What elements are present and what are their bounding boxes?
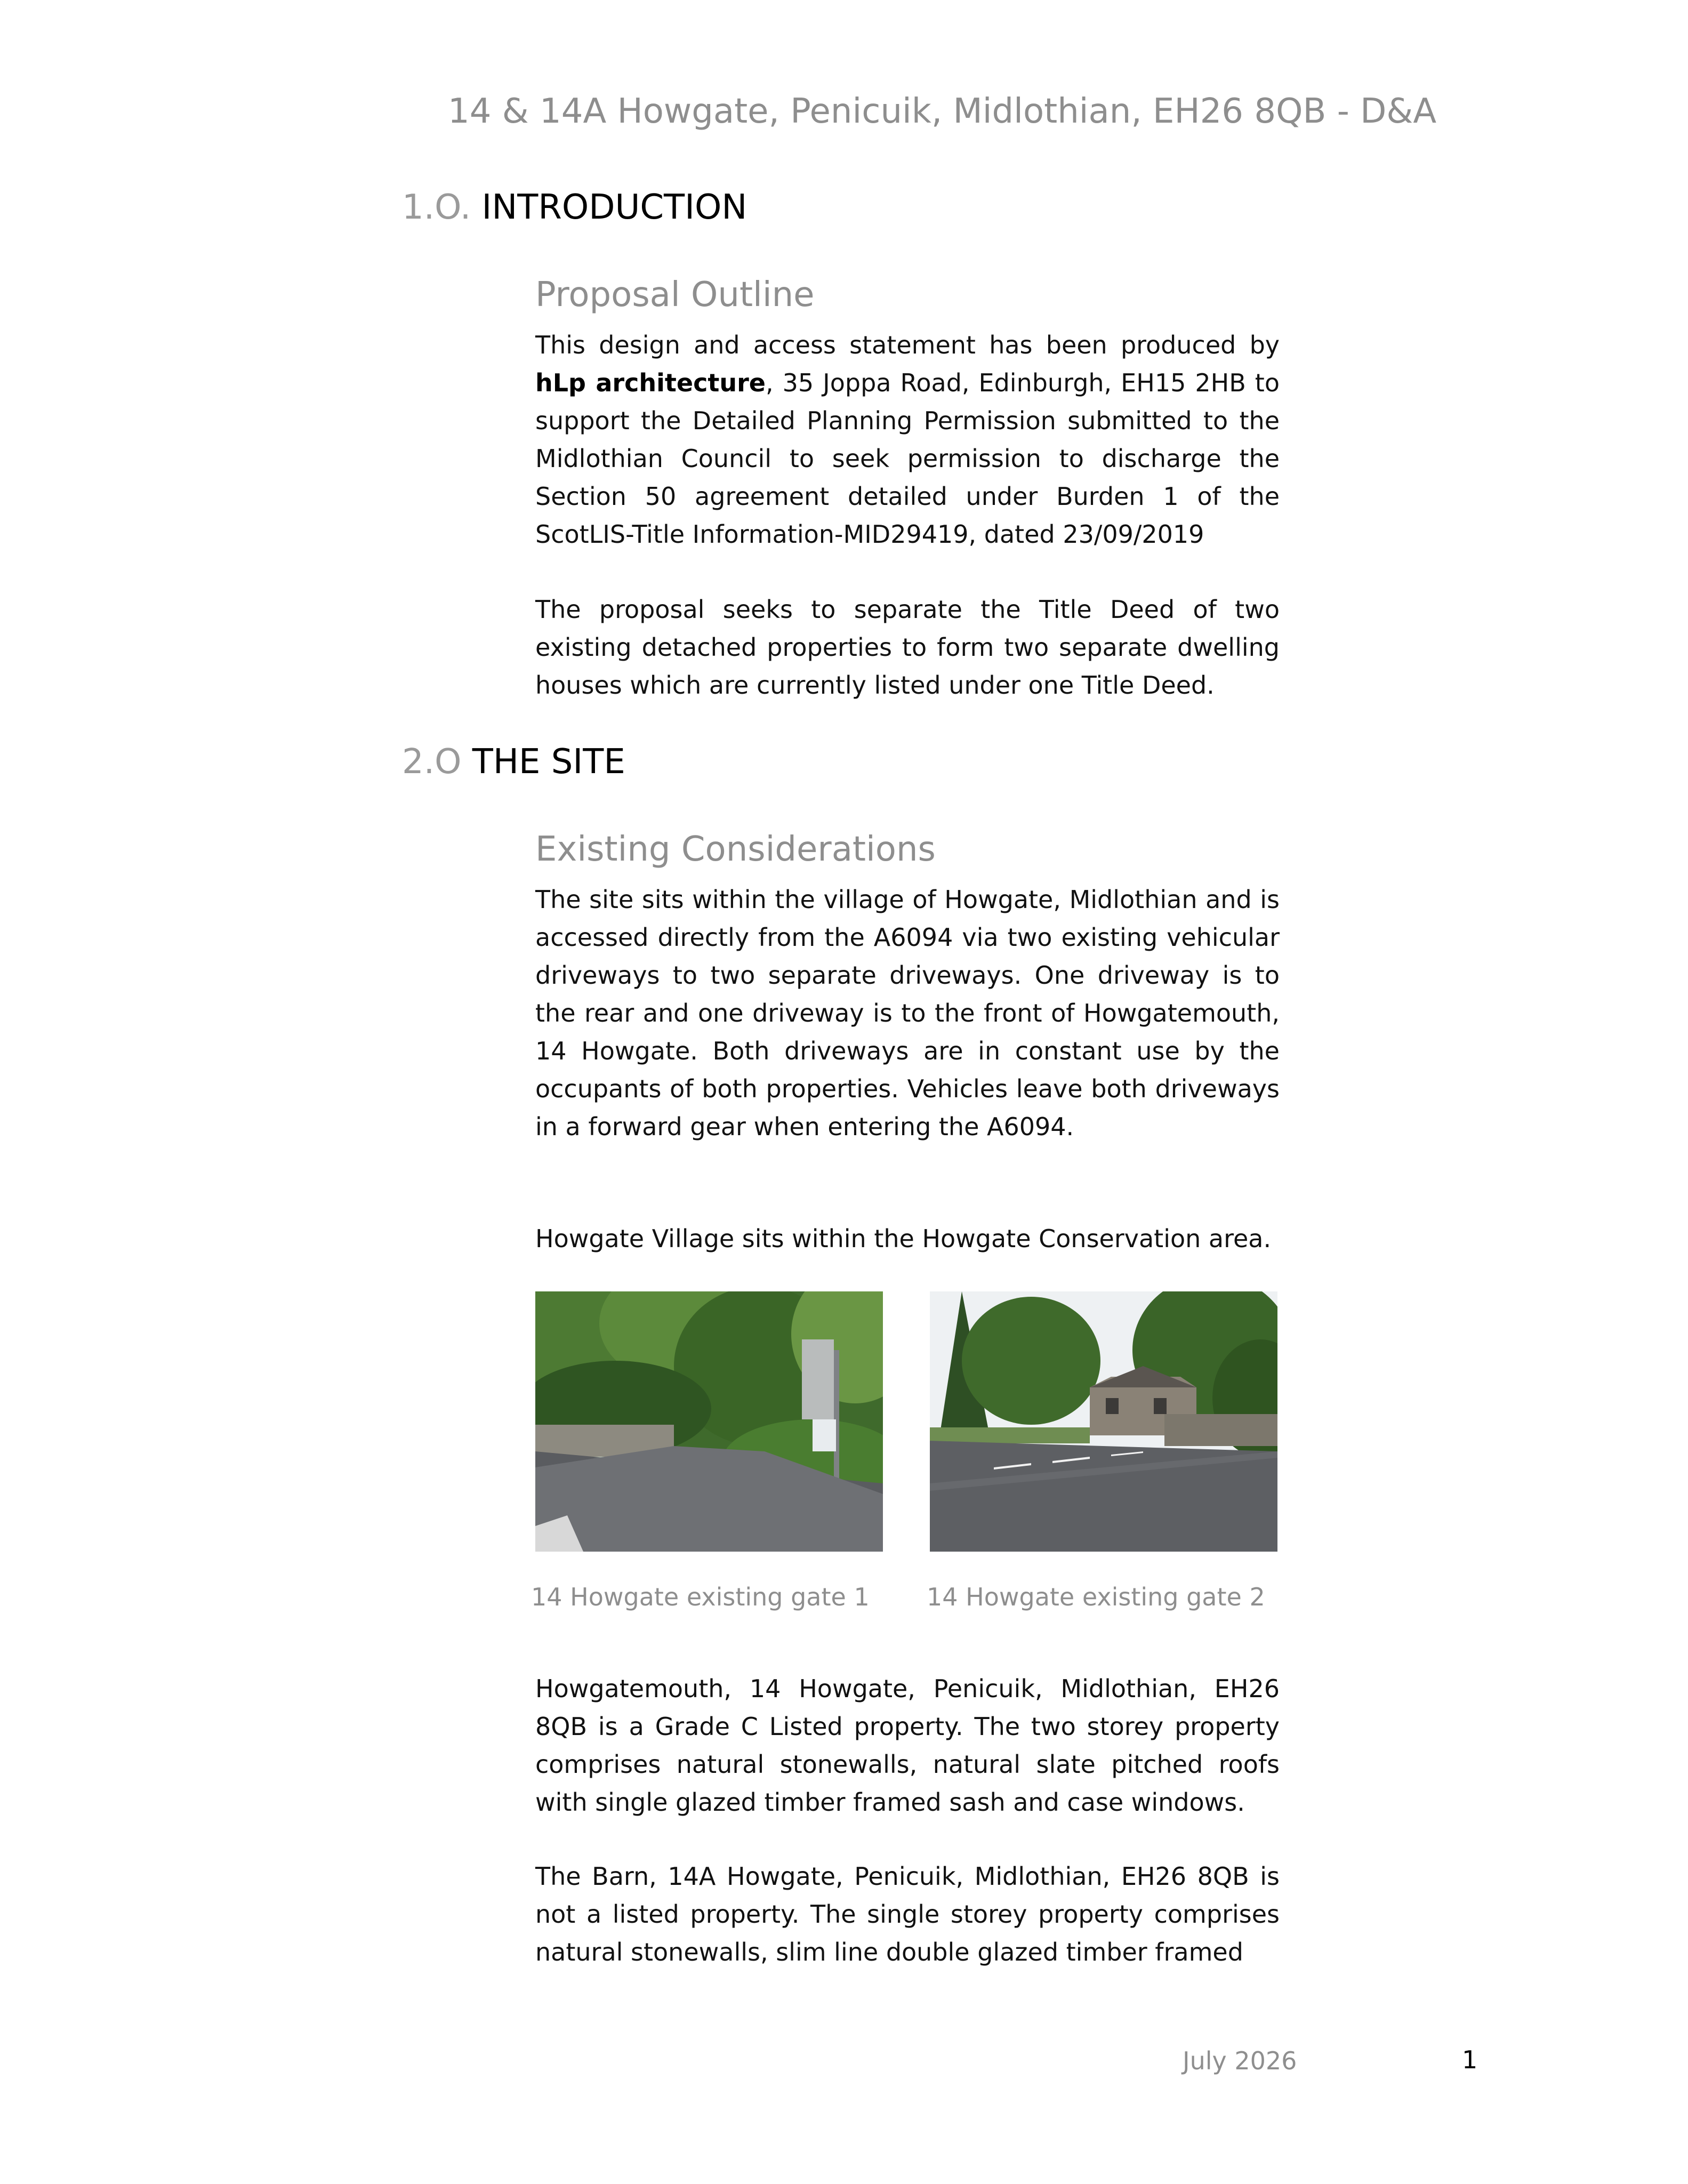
section-heading-the-site — [402, 742, 625, 782]
section-heading-introduction — [402, 188, 747, 227]
firm-name: hLp architecture — [535, 368, 766, 397]
paragraph-statement-intro — [535, 326, 1280, 553]
paragraph-site-access: The site sits within the village of Howgate, Midlothian and is accessed directly from the A6094 via two existing vehicular driveways to two separate driveways. One driveway is to the rear and one driveway is to the front of Howgatemouth, 14 Howgate. Both driveways are in constant use by the occupants of both properties. Vehicles leave both driveways in a forward gear when entering the A6094. — [535, 885, 1280, 1141]
paragraph-howgatemouth: Howgatemouth, 14 Howgate, Penicuik, Midlothian, EH26 8QB is a Grade C Listed property. The two storey property comprises natural stonewalls, natural slate pitched roofs with single glazed timber framed sash and case windows. — [535, 1674, 1280, 1817]
paragraph-the-barn: The Barn, 14A Howgate, Penicuik, Midlothian, EH26 8QB is not a listed property. The single storey property comprises natural stonewalls, slim line double glazed timber framed — [535, 1862, 1280, 1966]
photo-caption-gate-1: 14 Howgate existing gate 1 — [531, 1583, 870, 1611]
page-number: 1 — [1462, 2045, 1478, 2074]
section-title: INTRODUCTION — [481, 188, 747, 227]
paragraph-proposal: The proposal seeks to separate the Title Deed of two existing detached properties to form two separate dwelling houses which are currently listed under one Title Deed. — [535, 595, 1280, 700]
photo-existing-gate-1 — [535, 1291, 883, 1552]
subheading-proposal-outline: Proposal Outline — [535, 275, 815, 315]
photo-caption-gate-2: 14 Howgate existing gate 2 — [927, 1583, 1265, 1611]
section-number: 1.O. — [402, 188, 471, 227]
subheading-existing-considerations: Existing Considerations — [535, 830, 936, 869]
paragraph-conservation-area: Howgate Village sits within the Howgate Conservation area. — [535, 1224, 1272, 1253]
paragraph-rest: , 35 Joppa Road, Edinburgh, EH15 2HB to support the Detailed Planning Permission submitted to the Midlothian Council to seek permission to discharge the Section 50 agreement detailed under Burden 1 of the ScotLIS-Title Information-MID29419, dated 23/09/2019 — [535, 368, 1280, 549]
section-number: 2.O — [402, 742, 462, 782]
photo-existing-gate-2 — [930, 1291, 1277, 1552]
footer-date: July 2026 — [1183, 2046, 1297, 2075]
document-header-title: 14 & 14A Howgate, Penicuik, Midlothian, EH26 8QB - D&A — [448, 92, 1437, 131]
paragraph-lead: This design and access statement has been produced by — [535, 331, 1280, 359]
section-title: THE SITE — [472, 742, 625, 782]
